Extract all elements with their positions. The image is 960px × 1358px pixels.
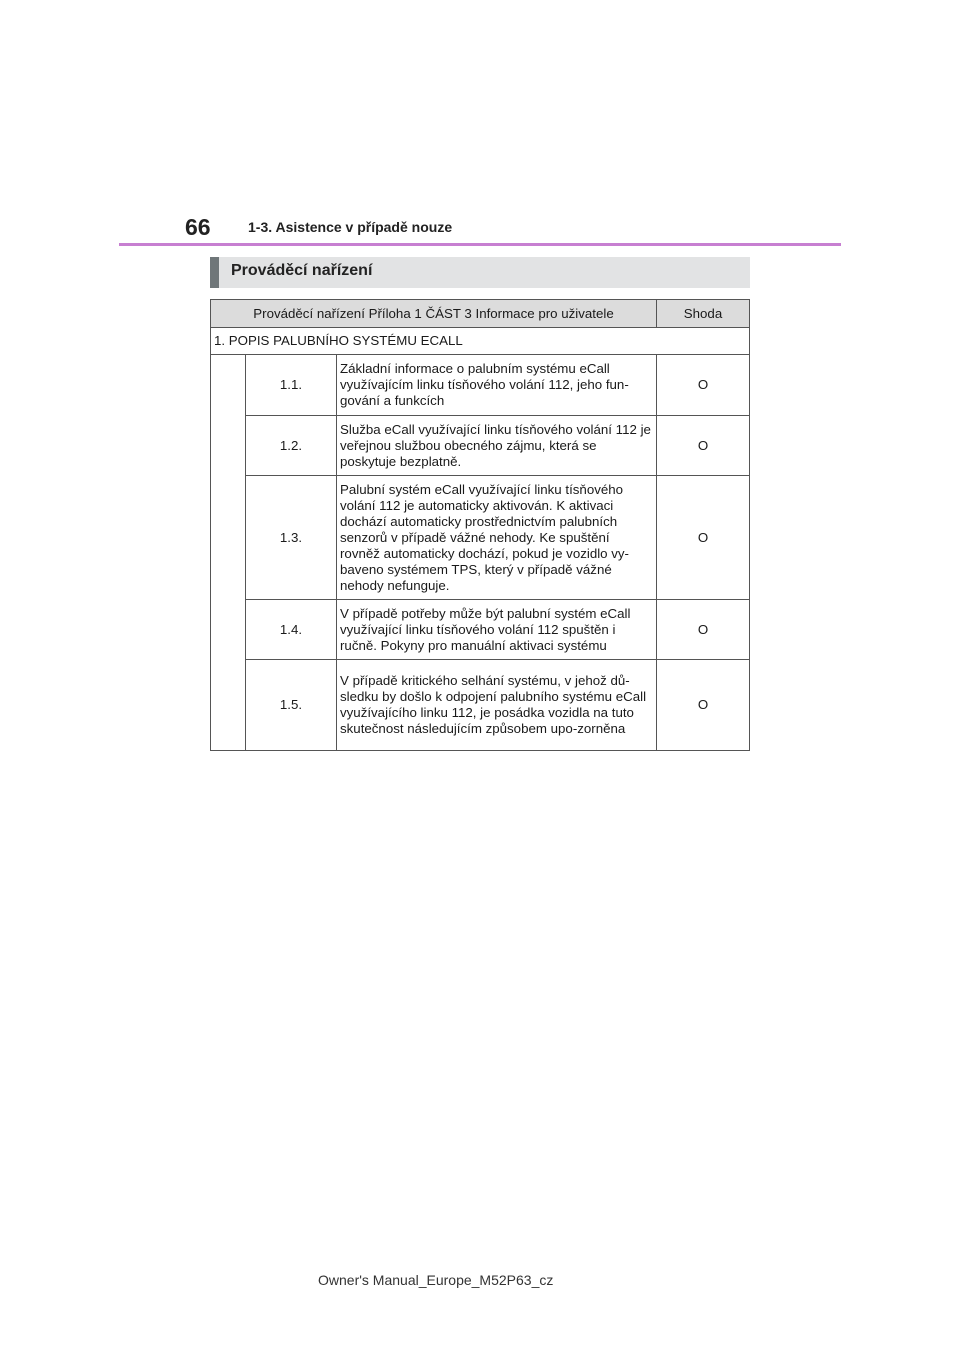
section-title: 1-3. Asistence v případě nouze (248, 219, 453, 235)
footer-manual-id: Owner's Manual_Europe_M52P63_cz (318, 1272, 554, 1288)
table-row (211, 476, 750, 600)
heading-title: Prováděcí nařízení (231, 262, 373, 279)
row-description: Palubní systém eCall využívající linku tísňového volání 112 je automaticky aktivován. K aktivaci dochází automaticky prostřednictvím palubních senzorů v případě vážné nehody. Ke spuštění rovněž automaticky dochází, pokud je vozidlo vy-baveno systémem TPS, který v případě vážné nehody nefunguje. (337, 476, 657, 600)
row-number: 1.5. (246, 660, 337, 751)
regulation-table (210, 299, 750, 751)
table-row (211, 600, 750, 660)
table-row (211, 660, 750, 751)
row-description: Služba eCall využívající linku tísňového volání 112 je veřejnou službou obecného zájmu, která se poskytuje bezplatně. (337, 416, 657, 476)
row-number: 1.4. (246, 600, 337, 660)
table-row (211, 355, 750, 416)
table-row (211, 416, 750, 476)
column-header-match: Shoda (657, 300, 750, 328)
indent-cell (211, 355, 246, 751)
row-match: O (657, 476, 750, 600)
row-description: V případě kritického selhání systému, v jehož dů-sledku by došlo k odpojení palubního systému eCall využívajícího linku 112, je posádka vozidla na tuto skutečnost následujícím způsobem upo-zorněna (337, 660, 657, 751)
row-match: O (657, 355, 750, 416)
row-description: V případě potřeby může být palubní systém eCall využívající linku tísňového volání 112 spuštěn i ručně. Pokyny pro manuální aktivaci systému (337, 600, 657, 660)
row-number: 1.1. (246, 355, 337, 416)
column-header-info: Prováděcí nařízení Příloha 1 ČÁST 3 Informace pro uživatele (211, 300, 657, 328)
row-match: O (657, 660, 750, 751)
row-match: O (657, 416, 750, 476)
header-divider (119, 243, 841, 246)
page-number: 66 (185, 214, 211, 240)
heading-bar (210, 257, 750, 288)
row-match: O (657, 600, 750, 660)
table-section-row (211, 328, 750, 355)
section-row-label: 1. POPIS PALUBNÍHO SYSTÉMU ECALL (211, 328, 750, 355)
table-header-row (211, 300, 750, 328)
row-number: 1.3. (246, 476, 337, 600)
row-description: Základní informace o palubním systému eCall využívajícím linku tísňového volání 112, jeho fun-gování a funkcích (337, 355, 657, 416)
row-number: 1.2. (246, 416, 337, 476)
